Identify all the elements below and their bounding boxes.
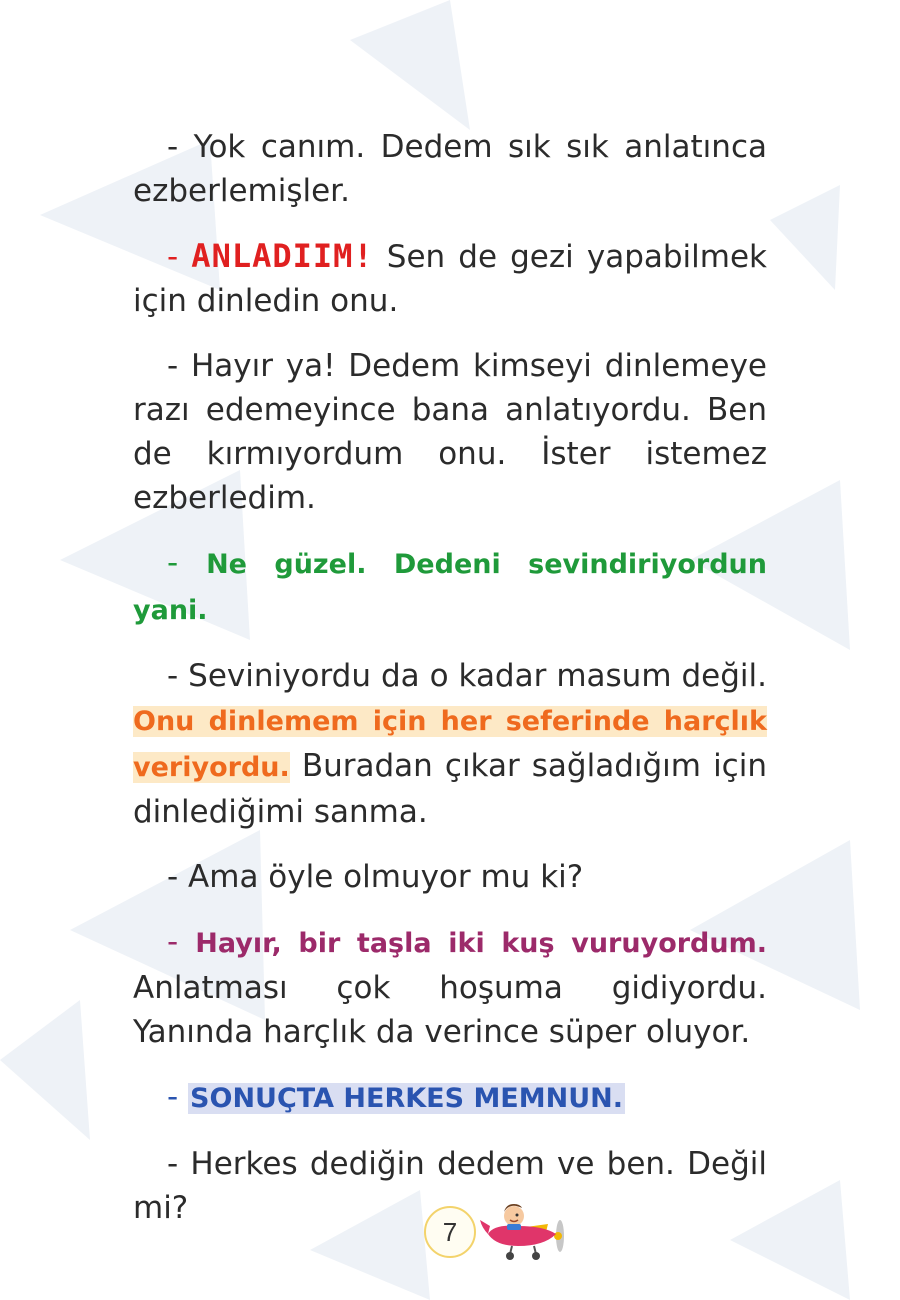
dialogue-dash: - [167, 658, 189, 694]
paragraph-7 [133, 920, 767, 1054]
paragraph-2 [133, 234, 767, 323]
page-number: 7 [424, 1206, 476, 1258]
dialogue-dash: - [167, 348, 191, 384]
paragraph-text: Seviniyordu da o kadar masum değil. [188, 658, 767, 694]
orange-highlight-text: Onu dinlemem için her seferinde harçlık veriyordu. [133, 706, 767, 783]
paragraph-1 [133, 125, 767, 213]
paragraph-6 [133, 855, 767, 899]
dialogue-dash: - [167, 545, 207, 581]
airplane-boy-icon [474, 1190, 570, 1262]
page-footer [424, 1200, 574, 1260]
paragraph-text: Yok canım. Dedem sık sık anlatınca ezberlemişler. [133, 129, 767, 209]
dialogue-dash: - [167, 924, 196, 960]
paragraph-4 [133, 541, 767, 633]
paragraph-3 [133, 344, 767, 520]
dialogue-dash: - [167, 1079, 189, 1115]
story-text [133, 125, 767, 1251]
paragraph-text: Hayır ya! Dedem kimseyi dinlemeye razı edemeyince bana anlatıyordu. Ben de kırmıyordum onu. İster istemez ezberledim. [133, 348, 767, 516]
shout-text: ANLADIIM! [191, 237, 374, 275]
paragraph-text: Anlatması çok hoşuma gidiyordu. Yanında harçlık da verince süper oluyor. [133, 970, 767, 1050]
purple-highlight-text: Hayır, bir taşla iki kuş vuruyordum. [195, 928, 767, 959]
dialogue-dash: - [167, 239, 192, 275]
paragraph-8 [133, 1075, 767, 1121]
paragraph-text: Ama öyle olmuyor mu ki? [188, 859, 584, 895]
green-highlight-text: Ne güzel. Dedeni sevindiriyordun yani. [133, 549, 767, 626]
blue-highlight-text: SONUÇTA HERKES MEMNUN. [190, 1083, 623, 1114]
dialogue-dash: - [167, 859, 189, 895]
paragraph-text: Sen de gezi yapabilmek için dinledin onu. [133, 239, 768, 319]
paragraph-text: Herkes dediğin dedem ve ben. Değil mi? [133, 1146, 767, 1226]
dialogue-dash: - [167, 129, 194, 165]
paragraph-text: Buradan çıkar sağladığım için dinlediğimi sanma. [133, 748, 767, 830]
paragraph-5 [133, 654, 767, 834]
dialogue-dash: - [167, 1146, 191, 1182]
